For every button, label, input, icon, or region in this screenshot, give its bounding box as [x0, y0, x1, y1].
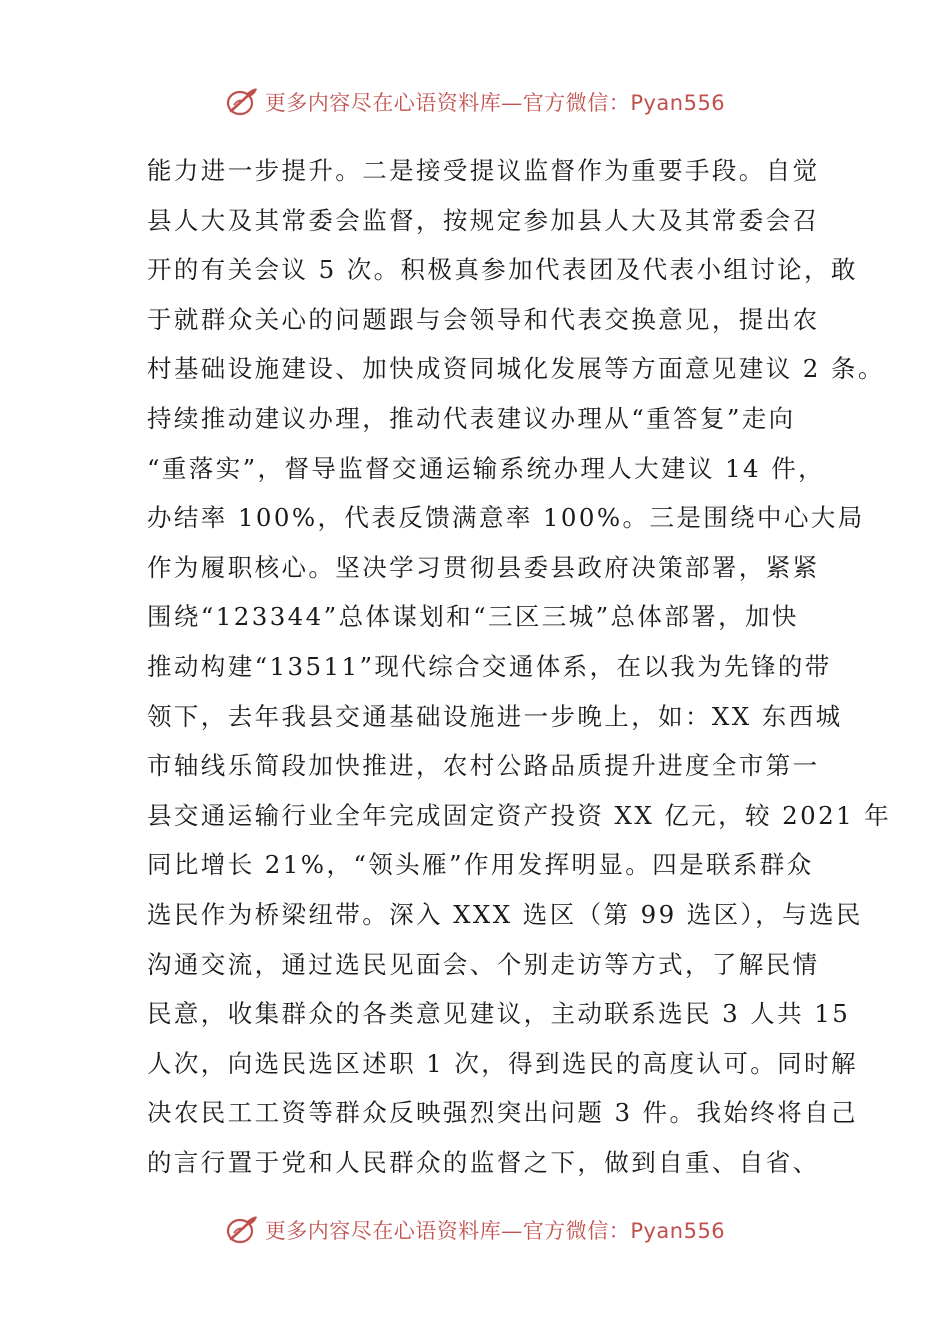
body-line: 围绕“123344”总体谋划和“三区三城”总体部署，加快: [147, 602, 799, 632]
body-line: “重落实”，督导监督交通运输系统办理人大建议 14 件，: [147, 453, 825, 483]
footer-wechat-id: Pyan556: [630, 1219, 726, 1243]
body-line: 同比增长 21%，“领头雁”作用发挥明显。四是联系群众: [147, 850, 814, 880]
header-banner-text: [265, 87, 725, 117]
quill-pen-logo-icon: [225, 1213, 259, 1247]
header-banner: [0, 82, 950, 122]
body-line: 能力进一步提升。二是接受提议监督作为重要手段。自觉: [147, 156, 820, 185]
body-line: 村基础设施建设、加快成资同城化发展等方面意见建议 2 条。: [147, 354, 885, 384]
footer-banner-label: 更多内容尽在心语资料库—官方微信：: [264, 1219, 631, 1243]
body-line: 领下，去年我县交通基础设施进一步晚上，如：XX 东西城: [147, 701, 843, 731]
body-line: 民意，收集群众的各类意见建议，主动联系选民 3 人共 15: [147, 999, 851, 1029]
footer-banner-text: [265, 1215, 725, 1245]
body-line: 人次，向选民选区述职 1 次，得到选民的高度认可。同时解: [147, 1048, 858, 1078]
body-line: 决农民工工资等群众反映强烈突出问题 3 件。我始终将自己: [147, 1098, 858, 1128]
body-line: 开的有关会议 5 次。积极真参加代表团及代表小组讨论，敢: [147, 255, 858, 285]
body-line: 办结率 100%，代表反馈满意率 100%。三是围绕中心大局: [147, 503, 865, 533]
body-line: 市轴线乐简段加快推进，农村公路品质提升进度全市第一: [147, 751, 820, 781]
body-line: 县人大及其常委会监督，按规定参加县人大及其常委会召: [147, 205, 820, 235]
document-body: [147, 146, 892, 1187]
body-line: 县交通运输行业全年完成固定资产投资 XX 亿元，较 2021 年: [147, 800, 892, 830]
header-banner-label: 更多内容尽在心语资料库—官方微信：: [264, 91, 631, 115]
body-line: 推动构建“13511”现代综合交通体系，在以我为先锋的带: [147, 651, 832, 681]
body-line: 持续推动建议办理，推动代表建议办理从“重答复”走向: [147, 403, 796, 433]
body-line: 于就群众关心的问题跟与会领导和代表交换意见，提出农: [147, 304, 820, 334]
body-line: 的言行置于党和人民群众的监督之下，做到自重、自省、: [147, 1147, 820, 1177]
body-line: 作为履职核心。坚决学习贯彻县委县政府决策部署，紧紧: [147, 552, 820, 582]
header-wechat-id: Pyan556: [630, 91, 726, 115]
body-line: 沟通交流，通过选民见面会、个别走访等方式，了解民情: [147, 949, 820, 979]
footer-banner: [0, 1210, 950, 1250]
quill-pen-logo-icon: [225, 85, 259, 119]
body-line: 选民作为桥梁纽带。深入 XXX 选区（第 99 选区），与选民: [147, 899, 863, 929]
